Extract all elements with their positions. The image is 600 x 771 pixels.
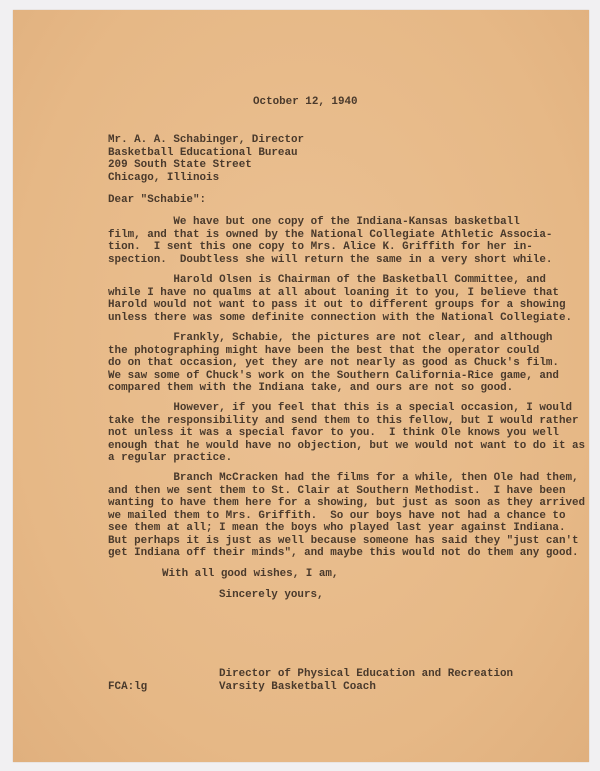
paragraph-line: get Indiana off their minds", and maybe this would not do them any good.: [108, 547, 579, 559]
paragraph-line: Harold would not want to pass it out to different groups for a showing: [108, 299, 566, 311]
closing: Sincerely yours,: [219, 589, 324, 601]
paragraph: [108, 402, 585, 465]
paragraph: [108, 216, 552, 266]
paragraph-line: enough that he would have no objection, but we would not want to do it as: [108, 439, 586, 452]
address-line: Chicago, Illinois: [108, 171, 220, 184]
typist-initials: FCA:lg: [108, 680, 148, 693]
signature-line: Director of Physical Education and Recreation: [219, 668, 514, 680]
paragraph-line: Harold Olsen is Chairman of the Basketball Committee, and: [108, 274, 546, 286]
paragraph-line: do on that occasion, yet they are not nearly as good as Chuck's film.: [108, 357, 559, 369]
paragraph-line: We saw some of Chuck's work on the Southern California-Rice game, and: [108, 369, 559, 382]
paragraph-line: not unless it was a special favor to you. I think Ole knows you well: [108, 427, 559, 439]
salutation: Dear "Schabie":: [108, 194, 207, 206]
paragraph-line: a regular practice.: [108, 452, 233, 464]
paragraph-line: tion. I sent this one copy to Mrs. Alice K. Griffith for her in-: [108, 241, 533, 253]
paragraph-line: see them at all; I mean the boys who played last year against Indiana.: [108, 522, 566, 534]
paragraph-line: spection. Doubtless she will return the same in a very short while.: [108, 253, 553, 266]
paragraph: [108, 332, 559, 395]
paragraph-line: while I have no qualms at all about loaning it to you, I believe that: [108, 286, 559, 299]
paragraph-line: However, if you feel that this is a special occasion, I would: [108, 402, 573, 414]
paragraph-line: we mailed them to Mrs. Griffith. So our boys have not had a chance to: [108, 509, 566, 522]
address-line: 209 South State Street: [108, 159, 252, 171]
paragraph-line: and then we sent them to St. Clair at Southern Methodist. I have been: [108, 484, 566, 497]
paragraph-line: compared them with the Indiana take, and ours are not so good.: [108, 382, 514, 394]
paragraph-line: Frankly, Schabie, the pictures are not clear, and although: [108, 332, 553, 344]
paragraph: [108, 274, 572, 324]
paragraph-line: film, and that is owned by the National Collegiate Athletic Associa-: [108, 228, 553, 241]
paragraph-line: We have but one copy of the Indiana-Kansas basketball: [108, 216, 520, 228]
signature-line: Varsity Basketball Coach: [219, 680, 376, 693]
paragraph-line: Branch McCracken had the films for a while, then Ole had them,: [108, 472, 579, 484]
signature-title: [219, 668, 513, 693]
address-line: Mr. A. A. Schabinger, Director: [108, 134, 305, 146]
paragraph-line: the photographing might have been the best that the operator could: [108, 344, 540, 357]
paragraph-line: take the responsibility and send them to this fellow, but I would rather: [108, 414, 579, 427]
recipient-address: [108, 134, 304, 184]
paragraph-line: unless there was some definite connection with the National Collegiate.: [108, 311, 573, 324]
address-line: Basketball Educational Bureau: [108, 146, 298, 159]
paragraph-line: But perhaps it is just as well because someone has said they "just can't: [108, 534, 579, 547]
paragraph-line: wanting to have them here for a showing, but just as soon as they arrived: [108, 497, 586, 509]
letter-date: October 12, 1940: [253, 96, 358, 108]
closing-wishes: With all good wishes, I am,: [162, 568, 339, 580]
paragraph: [108, 472, 585, 560]
